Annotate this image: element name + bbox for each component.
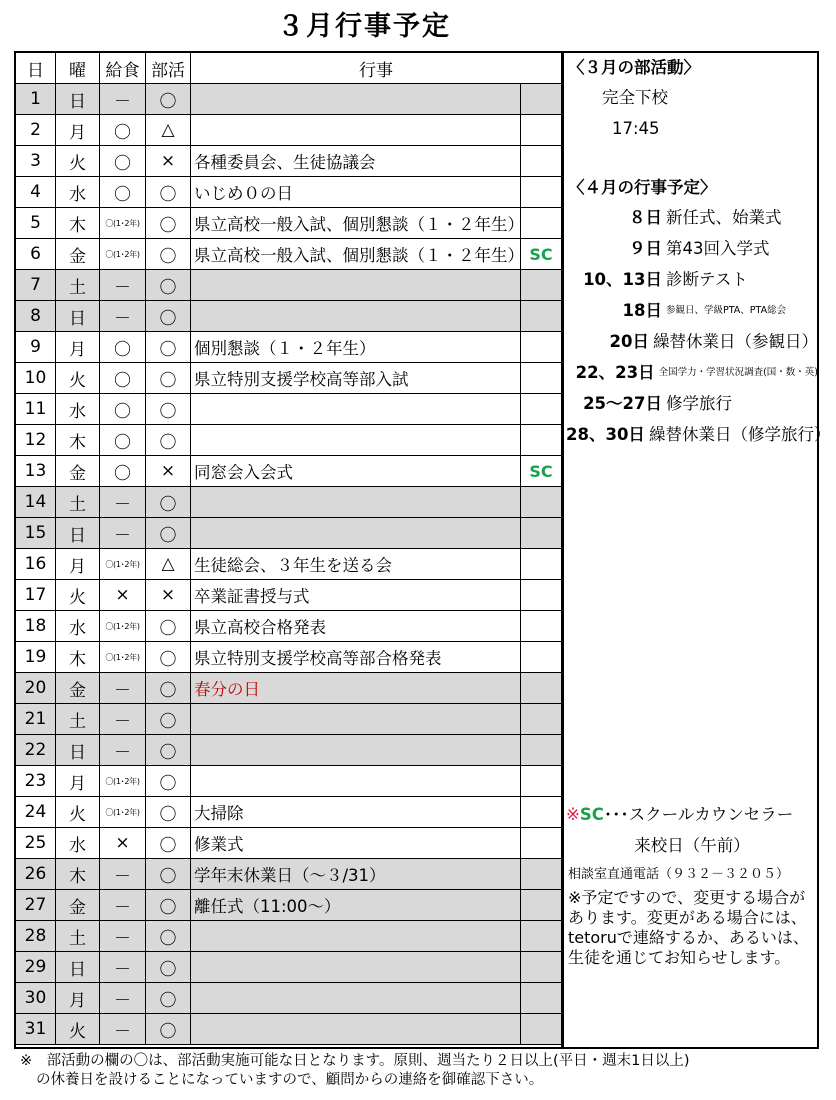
cell-day: 22 — [16, 735, 56, 766]
cell-day: 21 — [16, 704, 56, 735]
table-row — [16, 921, 562, 952]
column-divider — [561, 52, 564, 1048]
cell-day: 18 — [16, 611, 56, 642]
cell-club: 〇 — [146, 425, 191, 456]
cell-lunch: － — [100, 859, 146, 890]
cell-sc — [521, 84, 562, 115]
cell-lunch: － — [100, 704, 146, 735]
cell-lunch: 〇 — [100, 146, 146, 177]
table-row — [16, 394, 562, 425]
cell-dow: 水 — [56, 611, 100, 642]
april-plan-event: 参観日、学級PTA、PTA総会 — [666, 305, 787, 316]
cell-club: 〇 — [146, 859, 191, 890]
april-plan-date: 10、13日 — [583, 270, 662, 289]
cell-sc — [521, 859, 562, 890]
cell-event — [191, 115, 521, 146]
cell-dow: 木 — [56, 859, 100, 890]
cell-dow: 水 — [56, 394, 100, 425]
cell-dow: 金 — [56, 456, 100, 487]
cell-sc — [521, 642, 562, 673]
table-row — [16, 673, 562, 704]
table-row — [16, 518, 562, 549]
april-plan-event: 繰替休業日（参観日） — [653, 332, 818, 351]
april-plan-item — [566, 264, 818, 295]
table-row — [16, 363, 562, 394]
april-plan-item — [566, 326, 818, 357]
cell-club: 〇 — [146, 487, 191, 518]
cell-day: 29 — [16, 952, 56, 983]
april-plan-item — [566, 295, 818, 326]
cell-event: 春分の日 — [191, 673, 521, 704]
cell-sc — [521, 611, 562, 642]
cell-dow: 木 — [56, 208, 100, 239]
cell-dow: 月 — [56, 115, 100, 146]
cell-sc — [521, 115, 562, 146]
cell-dow: 火 — [56, 580, 100, 611]
cell-sc — [521, 828, 562, 859]
cell-lunch: × — [100, 828, 146, 859]
cell-lunch: 〇(1･2年) — [100, 549, 146, 580]
cell-club: 〇 — [146, 828, 191, 859]
cell-dow: 月 — [56, 332, 100, 363]
cell-lunch: － — [100, 921, 146, 952]
cell-lunch: 〇(1･2年) — [100, 642, 146, 673]
cell-club: 〇 — [146, 611, 191, 642]
sc-kome: ※ — [566, 805, 580, 824]
cell-club: 〇 — [146, 332, 191, 363]
cell-dow: 日 — [56, 84, 100, 115]
april-plan-item — [566, 388, 818, 419]
sc-visit: 来校日（午前） — [634, 836, 750, 855]
header-club: 部活 — [146, 53, 191, 84]
cell-lunch: 〇(1･2年) — [100, 611, 146, 642]
table-row — [16, 642, 562, 673]
cell-sc: SC — [521, 239, 562, 270]
table-row — [16, 797, 562, 828]
cell-event — [191, 952, 521, 983]
cell-event: 各種委員会、生徒協議会 — [191, 146, 521, 177]
cell-club: 〇 — [146, 921, 191, 952]
cell-event — [191, 487, 521, 518]
table-row — [16, 549, 562, 580]
cell-event — [191, 735, 521, 766]
cell-event: 離任式（11:00～） — [191, 890, 521, 921]
cell-day: 31 — [16, 1014, 56, 1045]
page-title: ３月行事予定 — [277, 11, 451, 42]
cell-lunch: 〇 — [100, 115, 146, 146]
footer-line1: ※ 部活動の欄の〇は、部活動実施可能な日となります。原則、週当たり２日以上(平日・週末1日以上) — [20, 1053, 690, 1069]
cell-sc — [521, 735, 562, 766]
cell-dow: 火 — [56, 1014, 100, 1045]
cell-sc — [521, 146, 562, 177]
cell-club: 〇 — [146, 301, 191, 332]
table-row — [16, 208, 562, 239]
cell-sc — [521, 177, 562, 208]
cell-sc — [521, 921, 562, 952]
cell-event: 卒業証書授与式 — [191, 580, 521, 611]
cell-day: 15 — [16, 518, 56, 549]
table-row — [16, 735, 562, 766]
cell-day: 3 — [16, 146, 56, 177]
april-plan-event: 診断テスト — [666, 270, 748, 289]
cell-lunch: 〇 — [100, 456, 146, 487]
cell-event — [191, 425, 521, 456]
april-plan-event: 第43回入学式 — [666, 239, 770, 258]
cell-day: 25 — [16, 828, 56, 859]
cell-sc — [521, 518, 562, 549]
cell-club: × — [146, 456, 191, 487]
cell-event: 同窓会入会式 — [191, 456, 521, 487]
cell-sc — [521, 766, 562, 797]
cell-dow: 木 — [56, 425, 100, 456]
cell-club: 〇 — [146, 1014, 191, 1045]
cell-dow: 水 — [56, 177, 100, 208]
cell-lunch: 〇(1･2年) — [100, 797, 146, 828]
cell-club: × — [146, 146, 191, 177]
cell-event: 県立高校一般入試、個別懇談（１・２年生） — [191, 239, 521, 270]
april-plan-date: 28、30日 — [566, 425, 645, 444]
april-plan-item — [566, 419, 831, 450]
cell-event: 個別懇談（１・２年生） — [191, 332, 521, 363]
table-row — [16, 704, 562, 735]
cell-dow: 土 — [56, 921, 100, 952]
sc-desc: ･･･スクールカウンセラー — [603, 805, 794, 824]
cell-day: 5 — [16, 208, 56, 239]
cell-event — [191, 301, 521, 332]
april-plan-date: 18日 — [622, 301, 662, 320]
table-row — [16, 611, 562, 642]
april-plan-date: ８日 — [629, 208, 662, 227]
cell-sc — [521, 487, 562, 518]
table-row — [16, 332, 562, 363]
march-club-line2: 17:45 — [612, 119, 660, 138]
cell-day: 28 — [16, 921, 56, 952]
sc-mark: SC — [579, 805, 604, 824]
cell-sc — [521, 580, 562, 611]
table-row — [16, 1014, 562, 1045]
sc-legend — [566, 800, 818, 830]
april-plan-date: ９日 — [629, 239, 662, 258]
cell-event: 修業式 — [191, 828, 521, 859]
march-club-heading: 〈３月の部活動〉 — [568, 58, 700, 77]
cell-event — [191, 921, 521, 952]
april-plan-date: 22、23日 — [575, 363, 655, 382]
cell-lunch: － — [100, 270, 146, 301]
cell-event — [191, 270, 521, 301]
cell-lunch: － — [100, 983, 146, 1014]
cell-event — [191, 84, 521, 115]
cell-lunch: 〇 — [100, 394, 146, 425]
cell-lunch: － — [100, 487, 146, 518]
cell-club: 〇 — [146, 394, 191, 425]
april-plan-event: 修学旅行 — [666, 394, 732, 413]
cell-sc — [521, 549, 562, 580]
cell-day: 19 — [16, 642, 56, 673]
cell-day: 17 — [16, 580, 56, 611]
cell-dow: 月 — [56, 549, 100, 580]
cell-dow: 木 — [56, 642, 100, 673]
cell-sc — [521, 363, 562, 394]
cell-sc — [521, 673, 562, 704]
cell-sc — [521, 270, 562, 301]
cell-day: 20 — [16, 673, 56, 704]
side-panel — [566, 54, 831, 450]
cell-event — [191, 983, 521, 1014]
april-plan-list — [566, 202, 831, 450]
cell-club: △ — [146, 549, 191, 580]
table-row — [16, 239, 562, 270]
cell-event — [191, 518, 521, 549]
cell-sc — [521, 952, 562, 983]
cell-event: いじめ０の日 — [191, 177, 521, 208]
cell-day: 26 — [16, 859, 56, 890]
cell-dow: 水 — [56, 828, 100, 859]
cell-lunch: 〇(1･2年) — [100, 239, 146, 270]
table-row — [16, 952, 562, 983]
cell-day: 13 — [16, 456, 56, 487]
cell-dow: 金 — [56, 239, 100, 270]
cell-lunch: 〇(1･2年) — [100, 766, 146, 797]
cell-club: 〇 — [146, 518, 191, 549]
cell-dow: 火 — [56, 363, 100, 394]
cell-day: 7 — [16, 270, 56, 301]
cell-lunch: － — [100, 84, 146, 115]
cell-club: 〇 — [146, 239, 191, 270]
table-row — [16, 859, 562, 890]
cell-club: 〇 — [146, 177, 191, 208]
sc-phone: 相談室直通電話（９３２－３２０５） — [568, 867, 790, 882]
cell-day: 14 — [16, 487, 56, 518]
table-row — [16, 177, 562, 208]
cell-sc — [521, 797, 562, 828]
table-row — [16, 456, 562, 487]
cell-club: 〇 — [146, 983, 191, 1014]
april-plan-item — [566, 202, 818, 233]
cell-dow: 日 — [56, 952, 100, 983]
april-plan-event: 繰替休業日（修学旅行） — [648, 425, 831, 444]
march-club-line1: 完全下校 — [602, 88, 668, 107]
cell-event: 県立特別支援学校高等部合格発表 — [191, 642, 521, 673]
cell-dow: 土 — [56, 704, 100, 735]
cell-sc: SC — [521, 456, 562, 487]
cell-club: × — [146, 580, 191, 611]
cell-sc — [521, 394, 562, 425]
cell-dow: 火 — [56, 797, 100, 828]
cell-day: 6 — [16, 239, 56, 270]
schedule-table — [15, 52, 562, 1045]
april-plan-item — [566, 233, 818, 264]
cell-lunch: － — [100, 518, 146, 549]
cell-event — [191, 394, 521, 425]
cell-sc — [521, 301, 562, 332]
cell-club: 〇 — [146, 890, 191, 921]
april-heading: 〈４月の行事予定〉 — [568, 178, 717, 197]
cell-event — [191, 766, 521, 797]
cell-club: 〇 — [146, 84, 191, 115]
cell-dow: 火 — [56, 146, 100, 177]
cell-event: 県立高校合格発表 — [191, 611, 521, 642]
cell-sc — [521, 983, 562, 1014]
cell-sc — [521, 704, 562, 735]
footer-note — [20, 1052, 820, 1090]
table-row — [16, 983, 562, 1014]
cell-day: 11 — [16, 394, 56, 425]
cell-dow: 土 — [56, 487, 100, 518]
cell-lunch: 〇 — [100, 363, 146, 394]
header-day: 日 — [16, 53, 56, 84]
cell-club: 〇 — [146, 270, 191, 301]
table-row — [16, 84, 562, 115]
table-row — [16, 115, 562, 146]
april-plan-event: 全国学力・学習状況調査(国・数・英) — [658, 367, 818, 378]
table-row — [16, 487, 562, 518]
cell-club: 〇 — [146, 797, 191, 828]
cell-dow: 日 — [56, 735, 100, 766]
cell-lunch: － — [100, 890, 146, 921]
cell-dow: 月 — [56, 983, 100, 1014]
cell-club: 〇 — [146, 704, 191, 735]
cell-lunch: 〇 — [100, 332, 146, 363]
cell-lunch: － — [100, 1014, 146, 1045]
cell-event: 県立特別支援学校高等部入試 — [191, 363, 521, 394]
table-row — [16, 270, 562, 301]
cell-event: 県立高校一般入試、個別懇談（１・２年生） — [191, 208, 521, 239]
cell-club: 〇 — [146, 642, 191, 673]
april-plan-date: 20日 — [609, 332, 649, 351]
april-plan-item — [566, 357, 818, 388]
cell-club: 〇 — [146, 735, 191, 766]
sc-note — [566, 800, 818, 968]
table-header-row — [16, 53, 562, 84]
cell-club: 〇 — [146, 363, 191, 394]
cell-event — [191, 1014, 521, 1045]
cell-lunch: 〇 — [100, 177, 146, 208]
cell-event — [191, 704, 521, 735]
cell-club: 〇 — [146, 766, 191, 797]
cell-sc — [521, 1014, 562, 1045]
cell-day: 1 — [16, 84, 56, 115]
cell-day: 8 — [16, 301, 56, 332]
cell-event: 大掃除 — [191, 797, 521, 828]
cell-day: 30 — [16, 983, 56, 1014]
table-row — [16, 766, 562, 797]
cell-lunch: 〇(1･2年) — [100, 208, 146, 239]
cell-lunch: － — [100, 952, 146, 983]
cell-day: 9 — [16, 332, 56, 363]
cell-lunch: 〇 — [100, 425, 146, 456]
cell-dow: 土 — [56, 270, 100, 301]
cell-day: 10 — [16, 363, 56, 394]
schedule-change-notice: ※予定ですので、変更する場合があります。変更がある場合には、tetoruで連絡するか、あるいは、生徒を通じてお知らせします。 — [568, 888, 809, 967]
cell-club: 〇 — [146, 952, 191, 983]
cell-dow: 金 — [56, 890, 100, 921]
cell-day: 4 — [16, 177, 56, 208]
cell-dow: 金 — [56, 673, 100, 704]
cell-club: 〇 — [146, 673, 191, 704]
cell-sc — [521, 332, 562, 363]
cell-club: 〇 — [146, 208, 191, 239]
table-row — [16, 301, 562, 332]
footer-line2: の休養日を設けることになっていますので、顧問からの連絡を御確認下さい。 — [36, 1072, 544, 1088]
cell-dow: 月 — [56, 766, 100, 797]
cell-day: 24 — [16, 797, 56, 828]
cell-lunch: × — [100, 580, 146, 611]
cell-day: 27 — [16, 890, 56, 921]
cell-club: △ — [146, 115, 191, 146]
april-plan-date: 25～27日 — [583, 394, 662, 413]
table-row — [16, 425, 562, 456]
cell-event: 学年末休業日（～３/31） — [191, 859, 521, 890]
table-row — [16, 580, 562, 611]
cell-event: 生徒総会、３年生を送る会 — [191, 549, 521, 580]
header-dow: 曜 — [56, 53, 100, 84]
cell-day: 16 — [16, 549, 56, 580]
table-row — [16, 146, 562, 177]
cell-sc — [521, 208, 562, 239]
cell-dow: 日 — [56, 301, 100, 332]
cell-sc — [521, 890, 562, 921]
cell-dow: 日 — [56, 518, 100, 549]
april-plan-event: 新任式、始業式 — [666, 208, 782, 227]
cell-lunch: － — [100, 673, 146, 704]
cell-lunch: － — [100, 301, 146, 332]
cell-day: 23 — [16, 766, 56, 797]
table-row — [16, 828, 562, 859]
header-event: 行事 — [191, 53, 562, 84]
cell-lunch: － — [100, 735, 146, 766]
cell-day: 2 — [16, 115, 56, 146]
cell-sc — [521, 425, 562, 456]
table-row — [16, 890, 562, 921]
header-lunch: 給食 — [100, 53, 146, 84]
cell-day: 12 — [16, 425, 56, 456]
